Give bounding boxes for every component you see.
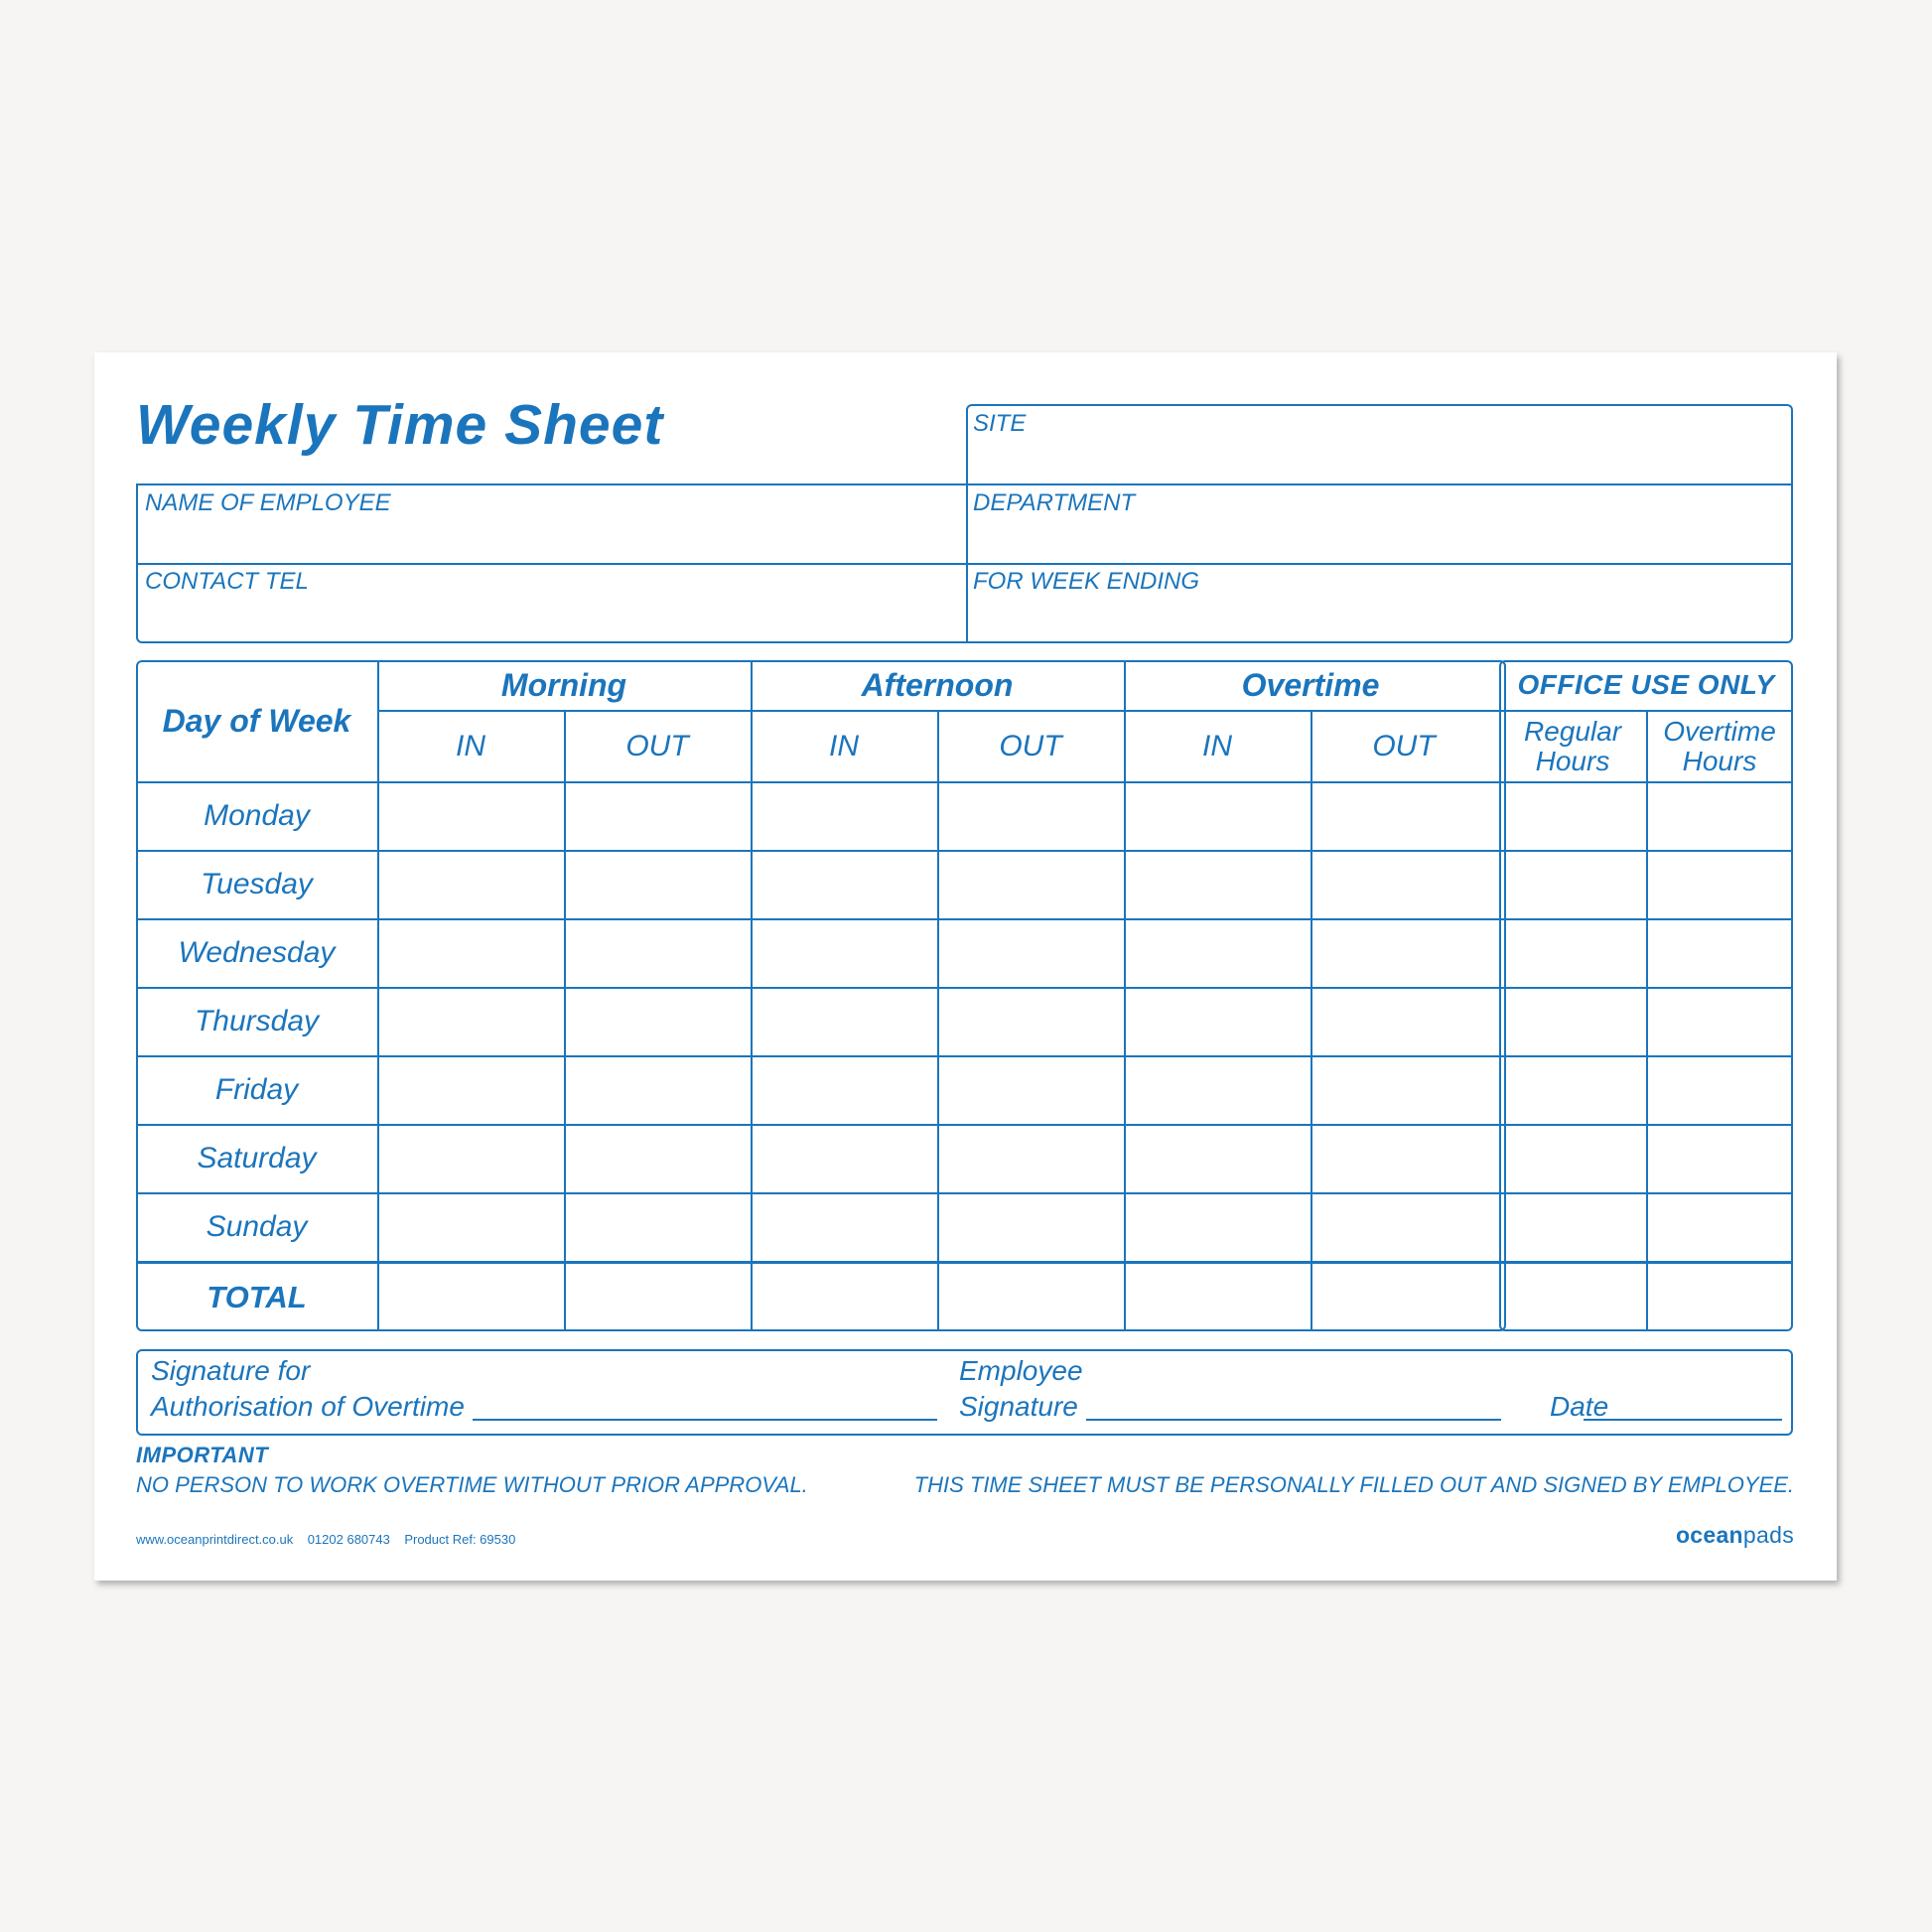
hours-entry-cell[interactable]	[1126, 989, 1311, 1055]
total-entry-cell[interactable]	[1126, 1266, 1311, 1331]
day-thursday: Thursday	[194, 1004, 320, 1037]
for-week-ending-field[interactable]	[968, 565, 1791, 641]
day-sunday: Sunday	[206, 1209, 308, 1243]
hours-entry-cell[interactable]	[753, 1194, 937, 1261]
afternoon-header: Afternoon	[861, 666, 1014, 703]
hours-entry-cell[interactable]	[1126, 783, 1311, 850]
total-entry-cell[interactable]	[1501, 1266, 1646, 1331]
hours-entry-cell[interactable]	[566, 920, 751, 987]
hours-entry-cell[interactable]	[1126, 852, 1311, 918]
website-text: www.oceanprintdirect.co.uk	[136, 1532, 294, 1547]
total-entry-cell[interactable]	[566, 1266, 751, 1331]
hours-entry-cell[interactable]	[753, 989, 937, 1055]
hours-entry-cell[interactable]	[939, 852, 1124, 918]
hours-entry-cell[interactable]	[379, 989, 564, 1055]
morning-out-header: OUT	[625, 730, 689, 762]
name-of-employee-field[interactable]	[138, 485, 966, 563]
hours-entry-cell[interactable]	[939, 920, 1124, 987]
hours-entry-cell[interactable]	[1126, 1126, 1311, 1192]
hours-entry-cell[interactable]	[1312, 1126, 1497, 1192]
hours-entry-cell[interactable]	[1501, 852, 1646, 918]
hours-entry-cell[interactable]	[1126, 1194, 1311, 1261]
phone-text: 01202 680743	[307, 1532, 390, 1547]
day-monday: Monday	[204, 798, 310, 832]
hours-entry-cell[interactable]	[753, 783, 937, 850]
morning-header: Morning	[500, 666, 627, 703]
date-line[interactable]	[1584, 1419, 1782, 1421]
hours-entry-cell[interactable]	[1648, 989, 1793, 1055]
oceanpads-logo: oceanpads	[1675, 1522, 1794, 1548]
regular-hours-header: Regular Hours	[1523, 716, 1622, 776]
hours-entry-cell[interactable]	[753, 852, 937, 918]
product-ref-text: Product Ref: 69530	[404, 1532, 516, 1547]
name-of-employee-label: NAME OF EMPLOYEE	[145, 489, 391, 516]
hours-entry-cell[interactable]	[939, 1194, 1124, 1261]
for-week-ending-label: FOR WEEK ENDING	[973, 568, 1200, 595]
hours-entry-cell[interactable]	[1312, 989, 1497, 1055]
grid-hline	[1499, 1262, 1793, 1264]
form-title: Weekly Time Sheet	[136, 393, 664, 457]
hours-entry-cell[interactable]	[379, 852, 564, 918]
hours-entry-cell[interactable]	[1501, 920, 1646, 987]
hours-entry-cell[interactable]	[379, 920, 564, 987]
hours-entry-cell[interactable]	[1648, 1126, 1793, 1192]
hours-entry-cell[interactable]	[939, 783, 1124, 850]
total-label: TOTAL	[207, 1280, 307, 1314]
hours-entry-cell[interactable]	[1648, 1057, 1793, 1124]
hours-entry-cell[interactable]	[1648, 783, 1793, 850]
site-field[interactable]	[966, 404, 1793, 483]
hours-entry-cell[interactable]	[1501, 783, 1646, 850]
hours-entry-cell[interactable]	[379, 783, 564, 850]
afternoon-in-header: IN	[829, 730, 859, 762]
site-label: SITE	[973, 410, 1027, 437]
hours-entry-cell[interactable]	[939, 1057, 1124, 1124]
total-entry-cell[interactable]	[1648, 1266, 1793, 1331]
hours-entry-cell[interactable]	[1648, 920, 1793, 987]
morning-in-header: IN	[456, 730, 485, 762]
hours-entry-cell[interactable]	[1501, 1057, 1646, 1124]
time-sheet-form	[94, 352, 1837, 1581]
hours-entry-cell[interactable]	[1312, 1057, 1497, 1124]
day-of-week-header: Day of Week	[162, 702, 351, 739]
grid-hline	[377, 710, 1504, 712]
hours-entry-cell[interactable]	[1126, 1057, 1311, 1124]
day-saturday: Saturday	[197, 1141, 317, 1174]
hours-entry-cell[interactable]	[1312, 852, 1497, 918]
overtime-approval-note: NO PERSON TO WORK OVERTIME WITHOUT PRIOR APPROVAL.	[136, 1472, 808, 1497]
day-wednesday: Wednesday	[178, 935, 336, 969]
hours-entry-cell[interactable]	[566, 1194, 751, 1261]
hours-entry-cell[interactable]	[1312, 783, 1497, 850]
hours-entry-cell[interactable]	[379, 1126, 564, 1192]
overtime-out-header: OUT	[1372, 730, 1436, 762]
employee-info-box	[136, 483, 1793, 643]
overtime-hours-header: Overtime Hours	[1663, 716, 1776, 776]
hours-entry-cell[interactable]	[1501, 1126, 1646, 1192]
hours-entry-cell[interactable]	[1312, 1194, 1497, 1261]
hours-entry-cell[interactable]	[566, 1057, 751, 1124]
hours-entry-cell[interactable]	[1501, 1194, 1646, 1261]
hours-entry-cell[interactable]	[379, 1057, 564, 1124]
hours-entry-cell[interactable]	[566, 852, 751, 918]
department-label: DEPARTMENT	[973, 489, 1136, 516]
overtime-authorisation-signature-line[interactable]	[473, 1419, 937, 1421]
day-tuesday: Tuesday	[201, 867, 313, 900]
hours-entry-cell[interactable]	[1126, 920, 1311, 987]
overtime-authorisation-label: Signature for Authorisation of Overtime	[151, 1355, 465, 1422]
hours-entry-cell[interactable]	[566, 1126, 751, 1192]
grid-hline	[1499, 710, 1793, 712]
personally-filled-note: THIS TIME SHEET MUST BE PERSONALLY FILLED OUT AND SIGNED BY EMPLOYEE.	[913, 1472, 1794, 1497]
hours-entry-cell[interactable]	[939, 1126, 1124, 1192]
total-entry-cell[interactable]	[1312, 1266, 1497, 1331]
hours-entry-cell[interactable]	[566, 783, 751, 850]
contact-tel-field[interactable]	[138, 565, 966, 641]
footer-contact	[136, 1532, 515, 1547]
hours-entry-cell[interactable]	[753, 1126, 937, 1192]
employee-signature-label: Employee Signature	[959, 1355, 1083, 1422]
hours-entry-cell[interactable]	[1648, 1194, 1793, 1261]
hours-entry-cell[interactable]	[1648, 852, 1793, 918]
hours-entry-cell[interactable]	[753, 1057, 937, 1124]
contact-tel-label: CONTACT TEL	[145, 568, 309, 595]
department-field[interactable]	[968, 485, 1791, 563]
total-entry-cell[interactable]	[379, 1266, 564, 1331]
overtime-in-header: IN	[1202, 730, 1232, 762]
hours-entry-cell[interactable]	[753, 920, 937, 987]
hours-entry-cell[interactable]	[1501, 989, 1646, 1055]
employee-signature-line[interactable]	[1086, 1419, 1501, 1421]
hours-entry-cell[interactable]	[1312, 920, 1497, 987]
important-heading: IMPORTANT	[136, 1443, 269, 1467]
hours-entry-cell[interactable]	[566, 989, 751, 1055]
date-label: Date	[1550, 1391, 1609, 1422]
total-entry-cell[interactable]	[753, 1266, 937, 1331]
afternoon-out-header: OUT	[999, 730, 1062, 762]
overtime-header: Overtime	[1241, 666, 1380, 703]
office-use-only-header: OFFICE USE ONLY	[1517, 669, 1775, 700]
hours-entry-cell[interactable]	[379, 1194, 564, 1261]
total-entry-cell[interactable]	[939, 1266, 1124, 1331]
hours-entry-cell[interactable]	[939, 989, 1124, 1055]
grid-hline	[136, 1262, 1506, 1264]
day-friday: Friday	[214, 1072, 299, 1106]
